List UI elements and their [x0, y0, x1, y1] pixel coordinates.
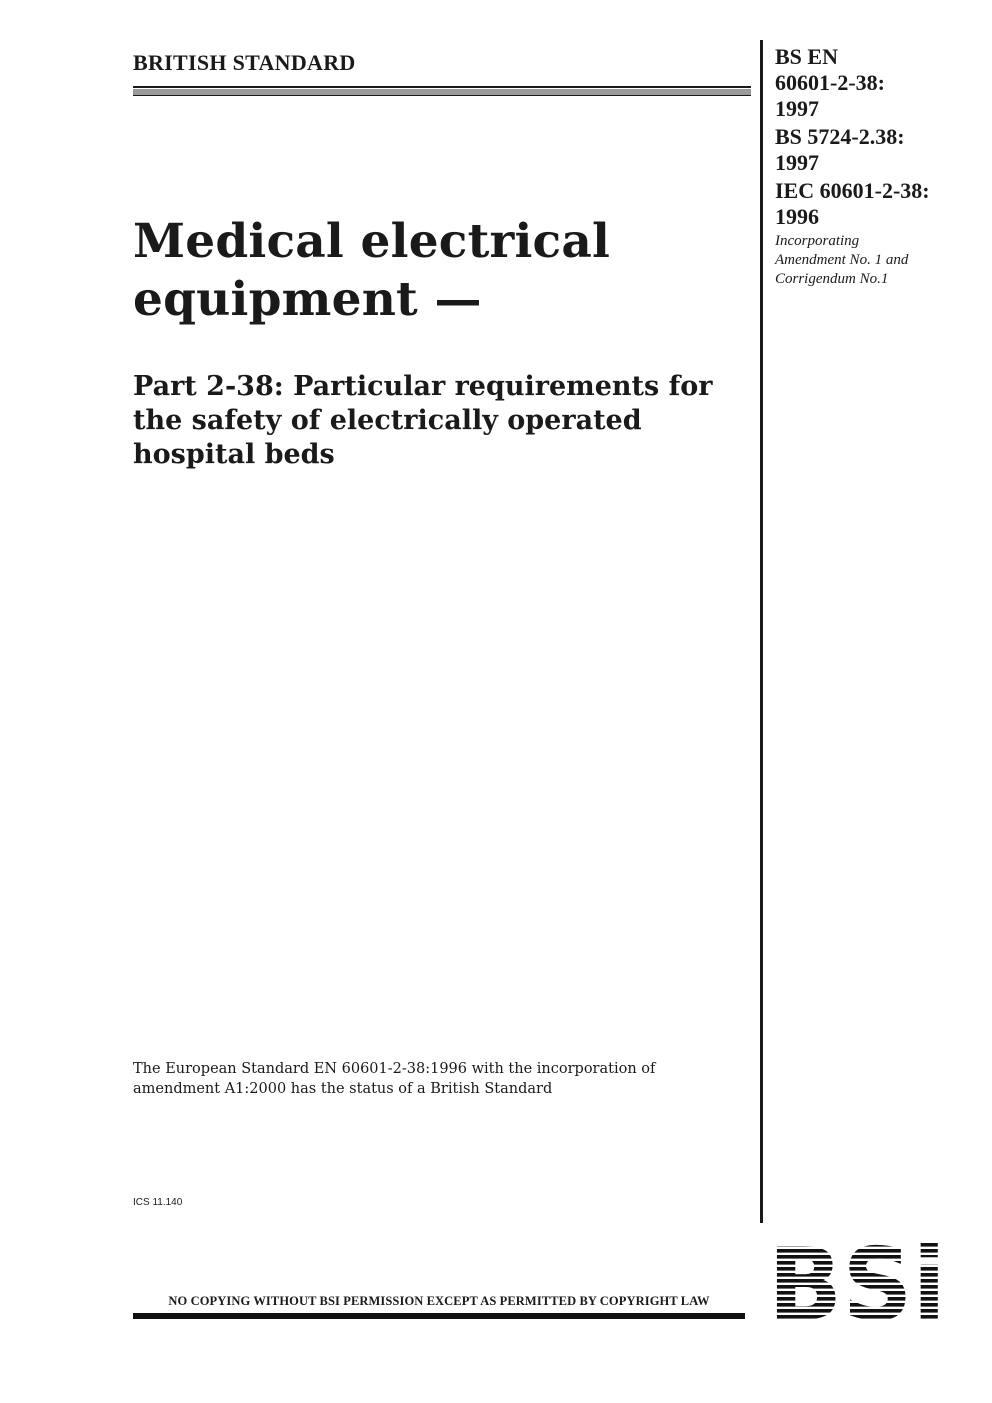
status-statement-line: amendment A1:2000 has the status of a British Standard [133, 1081, 553, 1097]
document-subtitle [133, 370, 743, 472]
header-rule [133, 86, 751, 98]
designation-line: 1997 [775, 96, 819, 121]
designation-line: BS EN [775, 44, 838, 69]
document-subtitle-line: Part 2-38: Particular requirements for [133, 371, 713, 402]
designation-line: 1997 [775, 150, 819, 175]
document-subtitle-line: the safety of electrically operated [133, 405, 642, 436]
status-statement [133, 1059, 733, 1099]
document-title-line: equipment — [133, 272, 482, 327]
standard-type-label: BRITISH STANDARD [133, 50, 356, 75]
document-title [133, 213, 610, 329]
amendment-note-line: Amendment No. 1 and [775, 252, 909, 268]
bsi-logo-graphic [770, 1243, 946, 1321]
designation-line: IEC 60601-2-38: [775, 178, 930, 203]
amendment-note [775, 232, 985, 289]
vertical-divider [760, 40, 763, 1223]
designations-panel [775, 44, 985, 289]
footer-rule [133, 1313, 745, 1319]
copyright-notice: NO COPYING WITHOUT BSI PERMISSION EXCEPT AS PERMITTED BY COPYRIGHT LAW [168, 1294, 710, 1308]
amendment-note-line: Corrigendum No.1 [775, 271, 889, 287]
designation-line: 60601-2-38: [775, 70, 885, 95]
amendment-note-line: Incorporating [775, 233, 860, 249]
designation-line: BS 5724-2.38: [775, 124, 905, 149]
designation-bs-en [775, 44, 985, 122]
designation-iec [775, 178, 985, 230]
document-subtitle-line: hospital beds [133, 439, 335, 470]
ics-code: ICS 11.140 [133, 1197, 183, 1208]
status-statement-line: The European Standard EN 60601-2-38:1996 with the incorporation of [133, 1061, 656, 1077]
designation-line: 1996 [775, 204, 819, 229]
bsi-logo [770, 1243, 946, 1321]
document-title-line: Medical electrical [133, 214, 611, 269]
designation-bs [775, 124, 985, 176]
